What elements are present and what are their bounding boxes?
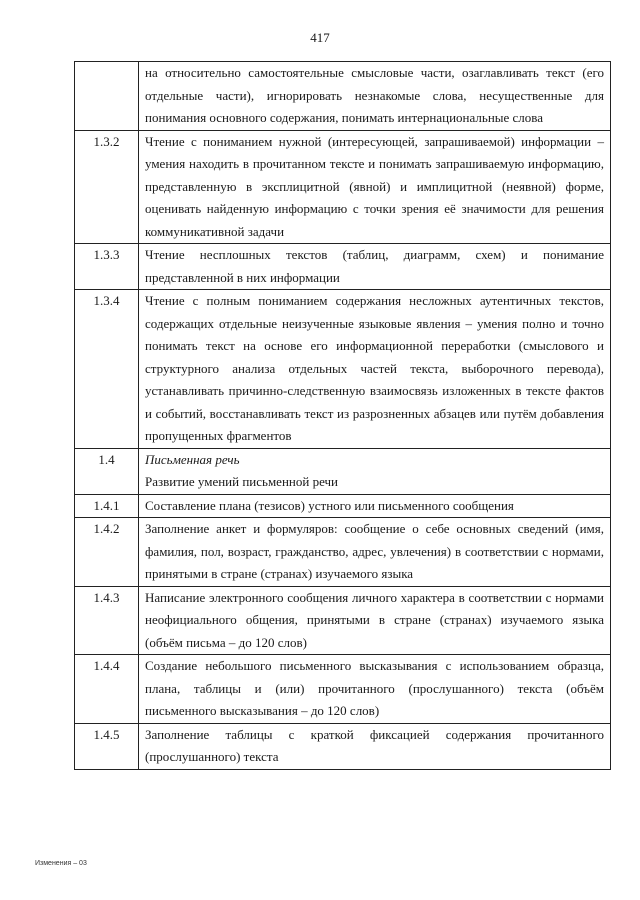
row-number: 1.4.4 [75, 655, 139, 724]
row-number: 1.3.3 [75, 244, 139, 290]
table-row [75, 518, 611, 587]
row-number: 1.3.4 [75, 290, 139, 449]
curriculum-table [74, 61, 611, 770]
table-row [75, 244, 611, 290]
row-text: Написание электронного сообщения личного характера в соответствии с нормами неофициального общения, принятыми в стране (странах) изучаемого языка (объём письма – до 120 слов) [139, 586, 611, 655]
row-text: Чтение с пониманием нужной (интересующей, запрашиваемой) информации – умения находить в прочитанном тексте и понимать запрашиваемую информацию, представленную в эксплицитной (явной) и имплицитной (неявной) форме, оценивать найденную информацию с точки зрения её значимости для решения коммуникативной задачи [139, 130, 611, 244]
row-text: Чтение несплошных текстов (таблиц, диаграмм, схем) и понимание представленной в них информации [139, 244, 611, 290]
table-row [75, 655, 611, 724]
row-text: Заполнение таблицы с краткой фиксацией содержания прочитанного (прослушанного) текста [139, 723, 611, 769]
table-row [75, 62, 611, 131]
row-number: 1.4 [75, 448, 139, 494]
row-text: Заполнение анкет и формуляров: сообщение о себе основных сведений (имя, фамилия, пол, возраст, гражданство, адрес, увлечения) в соответствии с нормами, принятыми в стране (странах) изучаемого языка [139, 518, 611, 587]
row-text: на относительно самостоятельные смысловые части, озаглавливать текст (его отдельные части), игнорировать незнакомые слова, несущественные для понимания основного содержания, понимать интернациональные слова [139, 62, 611, 131]
row-text: Составление плана (тезисов) устного или письменного сообщения [139, 494, 611, 518]
table-row [75, 290, 611, 449]
footer-revision: Изменения – 03 [35, 860, 87, 867]
row-number [75, 62, 139, 131]
row-number: 1.4.3 [75, 586, 139, 655]
row-number: 1.4.5 [75, 723, 139, 769]
row-section-cell [139, 448, 611, 494]
row-number: 1.4.1 [75, 494, 139, 518]
section-heading: Письменная речь [145, 451, 240, 467]
page-number: 417 [310, 30, 330, 45]
table-row [75, 723, 611, 769]
row-text: Чтение с полным пониманием содержания несложных аутентичных текстов, содержащих отдельные неизученные языковые явления – умения полно и точно понимать текст на основе его информационной переработки (смыслового и структурного анализа отдельных частей текста, выборочного перевода), устанавливать причинно-следственную взаимосвязь изложенных в тексте фактов и событий, восстанавливать текст из разрозненных абзацев или путём добавления пропущенных фрагментов [139, 290, 611, 449]
table-row [75, 586, 611, 655]
row-text: Развитие умений письменной речи [145, 474, 339, 489]
row-text: Создание небольшого письменного высказывания с использованием образца, плана, таблицы и (или) прочитанного (прослушанного) текста (объём письменного высказывания – до 120 слов) [139, 655, 611, 724]
table-row [75, 130, 611, 244]
row-number: 1.4.2 [75, 518, 139, 587]
table-row [75, 448, 611, 494]
table-row [75, 494, 611, 518]
row-number: 1.3.2 [75, 130, 139, 244]
